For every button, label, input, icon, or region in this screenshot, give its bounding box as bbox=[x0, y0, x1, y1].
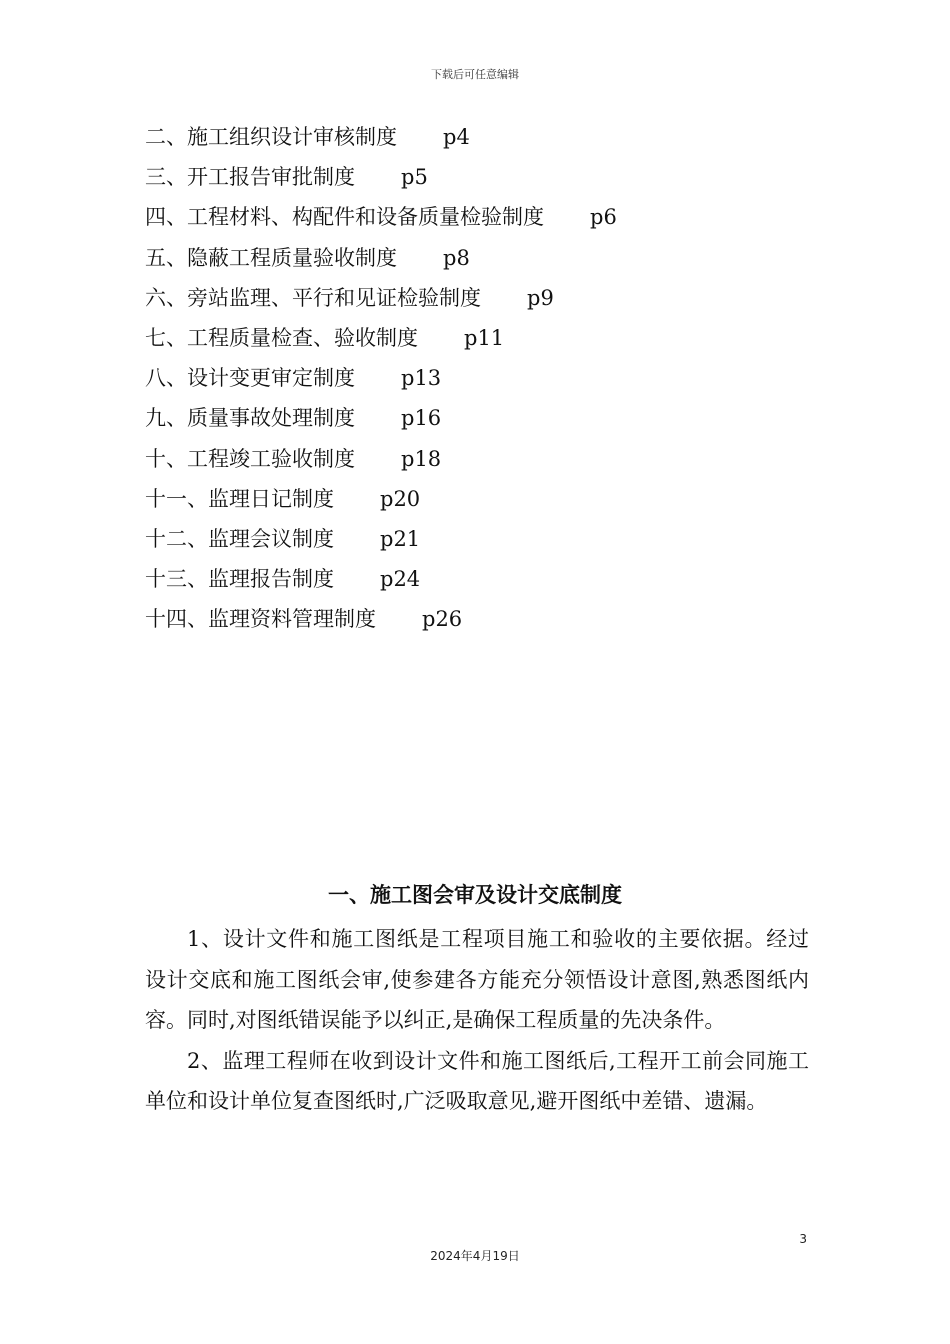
toc-item[interactable] bbox=[145, 117, 825, 157]
body-paragraph: 2、监理工程师在收到设计文件和施工图纸后,工程开工前会同施工单位和设计单位复查图纸时,广泛吸取意见,避开图纸中差错、遗漏。 bbox=[145, 1048, 809, 1113]
toc-item-title: 十、工程竣工验收制度 bbox=[145, 446, 355, 471]
toc-item-page: p5 bbox=[401, 165, 428, 190]
toc-item-page: p24 bbox=[380, 567, 421, 592]
toc-item-page: p18 bbox=[401, 446, 442, 471]
toc-item[interactable] bbox=[145, 318, 825, 358]
footer-date: 2024年4月19日 bbox=[430, 1249, 520, 1263]
toc-item[interactable] bbox=[145, 398, 825, 438]
toc-item[interactable] bbox=[145, 519, 825, 559]
toc-item-page: p8 bbox=[443, 245, 470, 270]
toc-item-title: 五、隐蔽工程质量验收制度 bbox=[145, 245, 397, 270]
toc-item-title: 六、旁站监理、平行和见证检验制度 bbox=[145, 285, 481, 310]
toc-item-title: 八、设计变更审定制度 bbox=[145, 366, 355, 391]
page-number: 3 bbox=[799, 1232, 807, 1246]
body-paragraph: 1、设计文件和施工图纸是工程项目施工和验收的主要依据。经过设计交底和施工图纸会审,使参建各方能充分领悟设计意图,熟悉图纸内容。同时,对图纸错误能予以纠正,是确保工程质量的先决条件。 bbox=[145, 927, 809, 1032]
toc-item-title: 九、质量事故处理制度 bbox=[145, 406, 355, 431]
toc-item[interactable] bbox=[145, 157, 825, 197]
toc-item-page: p13 bbox=[401, 366, 442, 391]
toc-item-page: p6 bbox=[590, 205, 617, 230]
toc-item-title: 二、施工组织设计审核制度 bbox=[145, 125, 397, 149]
toc-item-title: 四、工程材料、构配件和设备质量检验制度 bbox=[145, 205, 544, 230]
toc-item-page: p20 bbox=[380, 486, 421, 511]
toc-item-title: 十四、监理资料管理制度 bbox=[145, 607, 376, 632]
toc-item-page: p26 bbox=[422, 607, 463, 632]
toc-item[interactable] bbox=[145, 278, 825, 318]
toc-item[interactable] bbox=[145, 599, 825, 639]
toc-item[interactable] bbox=[145, 479, 825, 519]
toc-item-title: 十二、监理会议制度 bbox=[145, 526, 334, 551]
toc-item-page: p11 bbox=[464, 325, 505, 350]
toc-item-page: p4 bbox=[443, 125, 470, 149]
section-body bbox=[145, 919, 809, 1122]
toc-item-title: 十一、监理日记制度 bbox=[145, 486, 334, 511]
section-title: 一、施工图会审及设计交底制度 bbox=[328, 883, 622, 907]
toc-item-page: p9 bbox=[527, 285, 554, 310]
toc-item-title: 十三、监理报告制度 bbox=[145, 567, 334, 592]
toc-item[interactable] bbox=[145, 238, 825, 278]
toc-item[interactable] bbox=[145, 439, 825, 479]
header-note: 下载后可任意编辑 bbox=[431, 68, 519, 81]
toc-item-title: 三、开工报告审批制度 bbox=[145, 165, 355, 190]
toc-item-page: p21 bbox=[380, 526, 421, 551]
toc-item-title: 七、工程质量检查、验收制度 bbox=[145, 325, 418, 350]
toc-item[interactable] bbox=[145, 197, 825, 237]
toc-item[interactable] bbox=[145, 358, 825, 398]
toc-item-page: p16 bbox=[401, 406, 442, 431]
toc-item[interactable] bbox=[145, 559, 825, 599]
table-of-contents bbox=[145, 117, 825, 639]
